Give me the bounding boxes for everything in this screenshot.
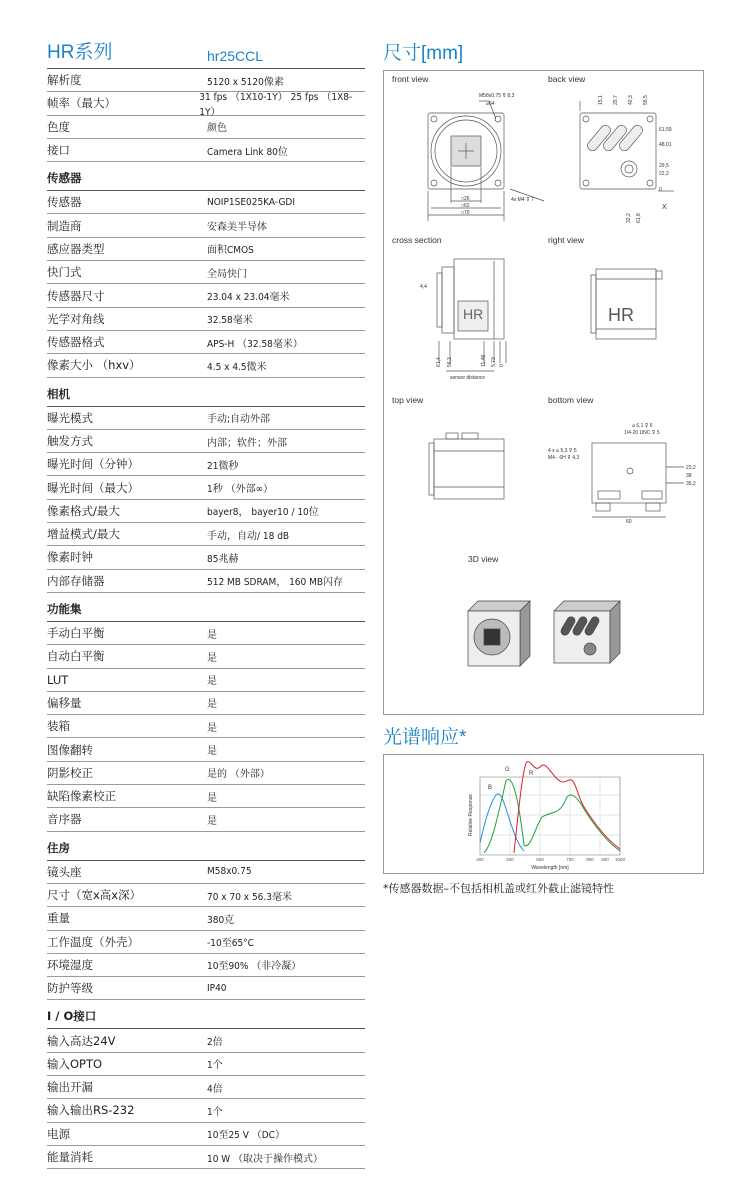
bottom-e: 23,2 xyxy=(686,465,696,471)
spec-value: 面积CMOS xyxy=(207,245,254,257)
spec-key: 自动白平衡 xyxy=(47,649,105,664)
spec-value: 10至90% （非冷凝） xyxy=(207,961,302,973)
spec-key: 输入高达24V xyxy=(47,1033,116,1048)
spec-key: 接口 xyxy=(47,143,70,158)
spec-row xyxy=(47,453,365,476)
section-title: 住房 xyxy=(47,832,365,861)
spec-key: 防护等级 xyxy=(47,981,93,996)
cross-n2: 56,3 xyxy=(447,357,453,367)
spec-row xyxy=(47,523,365,546)
spec-row xyxy=(47,407,365,430)
spec-value: 是 xyxy=(207,629,217,641)
spec-value: 32.58毫米 xyxy=(207,315,253,327)
section-title: 功能集 xyxy=(47,593,365,622)
right-view-drawing xyxy=(591,269,662,339)
spec-value: 颜色 xyxy=(207,123,227,135)
spec-key: 偏移量 xyxy=(47,695,82,710)
spec-key: 触发方式 xyxy=(47,434,93,448)
spec-key: 缺陷像素校正 xyxy=(47,789,116,804)
back-axis: X xyxy=(662,204,667,211)
spec-key: 手动白平衡 xyxy=(47,626,105,641)
spec-key: 重量 xyxy=(47,911,70,926)
tick-500: 500 xyxy=(506,857,514,862)
front-view-drawing xyxy=(428,101,544,221)
front-w70: □70 xyxy=(461,210,470,216)
bottom-a: ⌀ 6,1 ⊽ 6 xyxy=(632,423,653,429)
spec-row xyxy=(47,1053,365,1076)
label-front-view: front view xyxy=(392,74,429,84)
spec-key: 工作温度（外壳） xyxy=(47,934,139,949)
spec-value: Camera Link 80位 xyxy=(207,146,288,158)
x-axis-label: Wavelength [nm] xyxy=(531,865,569,871)
spec-key: 制造商 xyxy=(47,218,82,233)
spec-value: APS-H （32.58毫米） xyxy=(207,338,303,350)
spec-value: 5120 x 5120像素 xyxy=(207,76,284,88)
bottom-f: 38 xyxy=(686,473,692,479)
bottom-view-drawing xyxy=(592,443,684,517)
back-v5: 0 xyxy=(659,187,662,193)
spec-value: 31 fps （1X10-1Y） 25 fps （1X8-1Y） xyxy=(199,92,353,119)
spec-key: 输入输出RS-232 xyxy=(47,1103,135,1118)
bottom-b: 1/4-20 UNC ⊽ 5 xyxy=(624,430,660,436)
series-title: HR系列 xyxy=(47,42,113,63)
cross-d: 4,4 xyxy=(420,284,427,290)
spec-value: 全局快门 xyxy=(207,268,247,280)
spec-value: 是 xyxy=(207,652,217,664)
spec-value: 是 xyxy=(207,792,217,804)
spec-row xyxy=(47,570,365,593)
spec-value: 是 xyxy=(207,722,217,734)
spec-row xyxy=(47,715,365,738)
spec-key: 图像翻转 xyxy=(47,742,93,757)
spec-key: 内部存储器 xyxy=(47,573,105,588)
spec-row xyxy=(47,238,365,261)
spec-value: 内部；软件；外部 xyxy=(207,437,287,449)
spec-value: 安森美半导体 xyxy=(207,222,267,234)
spec-row xyxy=(47,861,365,884)
cross-n5: 0 xyxy=(499,364,505,367)
spec-value: 10至25 V （DC） xyxy=(207,1130,285,1142)
front-w26: □26 xyxy=(461,196,470,202)
dimensions-title: 尺寸[mm] xyxy=(383,43,464,64)
label-back-view: back view xyxy=(548,74,586,84)
spec-value: IP40 xyxy=(207,982,227,994)
spec-row xyxy=(47,500,365,523)
front-w62: □62 xyxy=(461,203,470,209)
spec-row xyxy=(47,977,365,1000)
spec-value: 手动，自动/ 18 dB xyxy=(207,530,290,542)
spec-value: 1个 xyxy=(207,1060,223,1072)
spec-key: 感应器类型 xyxy=(47,241,105,256)
spec-value: 21微秒 xyxy=(207,460,239,472)
spec-row xyxy=(47,430,365,453)
tick-800: 800 xyxy=(586,857,594,862)
3d-view-front xyxy=(468,601,530,666)
spec-value: 85兆赫 xyxy=(207,553,239,565)
spec-row xyxy=(47,1099,365,1122)
spectral-title: 光谱响应* xyxy=(383,727,467,748)
back-h1: 15,1 xyxy=(598,95,604,105)
back-v4: 22,2 xyxy=(659,171,669,177)
spec-row xyxy=(47,738,365,761)
spec-value: 1个 xyxy=(207,1106,223,1118)
spec-value: 4.5 x 4.5微米 xyxy=(207,361,267,373)
spec-key: 色度 xyxy=(47,119,70,134)
label-top-view: top view xyxy=(392,395,424,405)
spec-row xyxy=(47,1123,365,1146)
back-b1: 32,2 xyxy=(626,213,632,223)
top-view-drawing xyxy=(429,433,504,499)
tick-400: 400 xyxy=(476,857,484,862)
spec-row xyxy=(47,907,365,930)
spec-key: 传感器 xyxy=(47,195,82,210)
cross-brand: HR xyxy=(463,306,484,322)
spectral-chart xyxy=(383,754,704,874)
spec-row xyxy=(47,191,365,214)
label-bottom-view: bottom view xyxy=(548,395,594,405)
tick-1000: 1000 xyxy=(614,857,626,862)
spec-key: 电源 xyxy=(47,1126,70,1141)
spec-key: 帧率（最大） xyxy=(47,96,116,111)
spec-table xyxy=(47,38,365,1169)
spec-value: M58x0.75 xyxy=(207,866,252,878)
spec-key: 尺寸（宽x高x深） xyxy=(47,888,142,903)
spec-key: 镜头座 xyxy=(47,864,82,879)
spec-row xyxy=(47,139,365,162)
spec-value: 是 xyxy=(207,676,217,688)
spec-key: 曝光时间（最大） xyxy=(47,480,139,495)
spec-row xyxy=(47,692,365,715)
spec-key: 传感器尺寸 xyxy=(47,288,105,303)
spec-value: 10 W （取决于操作模式） xyxy=(207,1153,324,1165)
label-cross-section: cross section xyxy=(392,235,442,245)
spec-row xyxy=(47,954,365,977)
label-r: R xyxy=(529,771,534,777)
section-title: I / O接口 xyxy=(47,1000,365,1029)
spec-key: 传感器格式 xyxy=(47,335,105,350)
3d-view-back xyxy=(554,601,620,663)
tick-700: 700 xyxy=(566,857,574,862)
spec-key: 快门式 xyxy=(47,265,82,280)
tick-600: 600 xyxy=(536,857,544,862)
spec-row xyxy=(47,785,365,808)
spec-row xyxy=(47,762,365,785)
spec-value: 是 xyxy=(207,746,217,758)
cross-n1: 61,4 xyxy=(436,357,442,367)
spec-key: 光学对角线 xyxy=(47,311,105,326)
model-title: hr25CCL xyxy=(207,48,264,64)
spec-row xyxy=(47,645,365,668)
cross-n4: 5,73 xyxy=(491,357,497,367)
spec-row xyxy=(47,669,365,692)
bottom-d: M4 - 6H ⊽ 4,3 xyxy=(548,455,580,461)
spec-row xyxy=(47,1146,365,1169)
section-title: 相机 xyxy=(47,378,365,407)
spec-key: 像素时钟 xyxy=(47,550,93,565)
spec-key: 输入OPTO xyxy=(47,1056,103,1071)
back-v3: 29,5 xyxy=(659,163,669,169)
spec-key: 解析度 xyxy=(47,73,82,88)
spec-row xyxy=(47,622,365,645)
bottom-g: 35,2 xyxy=(686,481,696,487)
back-v2: 48,01 xyxy=(659,142,672,148)
spec-value: 70 x 70 x 56.3毫米 xyxy=(207,891,292,903)
spec-key: 曝光时间（分钟） xyxy=(47,457,139,472)
back-v1: 61,59 xyxy=(659,127,672,133)
spectral-footnote: *传感器数据–不包括相机盖或红外截止滤镜特性 xyxy=(383,882,614,895)
spec-row xyxy=(47,331,365,354)
bottom-w: 60 xyxy=(626,519,632,525)
back-h4: 55,5 xyxy=(643,95,649,105)
spec-key: 增益模式/最大 xyxy=(47,527,120,542)
spec-value: NOIP1SE025KA-GDI xyxy=(207,196,295,208)
spec-key: 像素格式/最大 xyxy=(47,503,120,518)
spec-key: 曝光模式 xyxy=(47,410,93,425)
section-title: 传感器 xyxy=(47,162,365,191)
dimensions-drawing xyxy=(383,70,704,715)
spec-row xyxy=(47,931,365,954)
spec-value: bayer8， bayer10 / 10位 xyxy=(207,507,319,519)
spec-key: 能量消耗 xyxy=(47,1150,93,1165)
curve-g xyxy=(484,779,620,853)
spec-row xyxy=(47,116,365,139)
spec-key: 像素大小 （hxv） xyxy=(47,358,141,373)
label-b: B xyxy=(488,785,493,791)
spec-value: 2倍 xyxy=(207,1037,223,1049)
back-b2: 61,8 xyxy=(636,213,642,223)
label-right-view: right view xyxy=(548,235,584,245)
spec-key: 输出开漏 xyxy=(47,1080,93,1095)
spec-row xyxy=(47,214,365,237)
spec-value: 1秒 （外部∞） xyxy=(207,484,274,496)
spec-row xyxy=(47,884,365,907)
cross-n3: 11,48 xyxy=(481,354,487,367)
spec-row xyxy=(47,546,365,569)
spec-value: 4倍 xyxy=(207,1083,223,1095)
tick-900: 900 xyxy=(601,857,609,862)
spec-key: 音序器 xyxy=(47,812,82,827)
spec-key: 环境湿度 xyxy=(47,957,93,972)
spec-row xyxy=(47,476,365,499)
spec-key: 装箱 xyxy=(47,719,70,734)
spec-value: -10至65°C xyxy=(207,938,254,950)
front-d64: ⌀64 xyxy=(486,101,495,107)
front-mount: 4x M4 ⊽ 7 xyxy=(511,197,534,203)
back-h3: 40,3 xyxy=(628,95,634,105)
cross-sensor: sensor distance xyxy=(450,375,486,381)
spec-value: 手动;自动外部 xyxy=(207,414,271,426)
label-g: G xyxy=(505,767,510,773)
spec-value: 23.04 x 23.04毫米 xyxy=(207,292,290,304)
spec-value: 是的 （外部） xyxy=(207,769,270,781)
front-thread: M58x0.75 ⊽ 8,3 xyxy=(479,93,515,99)
spec-row xyxy=(47,1029,365,1052)
table-header xyxy=(47,38,365,69)
y-axis-label: Relative Response xyxy=(468,794,474,836)
spec-row xyxy=(47,808,365,831)
spec-row xyxy=(47,308,365,331)
spec-value: 是 xyxy=(207,815,217,827)
spec-key: 阴影校正 xyxy=(47,765,93,780)
label-3d-view: 3D view xyxy=(468,554,499,564)
spec-row xyxy=(47,284,365,307)
spec-row xyxy=(47,92,365,119)
spec-value: 是 xyxy=(207,699,217,711)
right-brand: HR xyxy=(608,305,634,325)
spec-row xyxy=(47,261,365,284)
spec-value: 380克 xyxy=(207,914,235,926)
bottom-c: 4 x ⌀ 5,3 ⊽ 5 xyxy=(548,448,577,454)
spec-row xyxy=(47,1076,365,1099)
back-h2: 25,7 xyxy=(613,95,619,105)
spec-key: LUT xyxy=(47,672,69,687)
spec-row xyxy=(47,354,365,377)
spec-value: 512 MB SDRAM， 160 MB闪存 xyxy=(207,577,344,589)
